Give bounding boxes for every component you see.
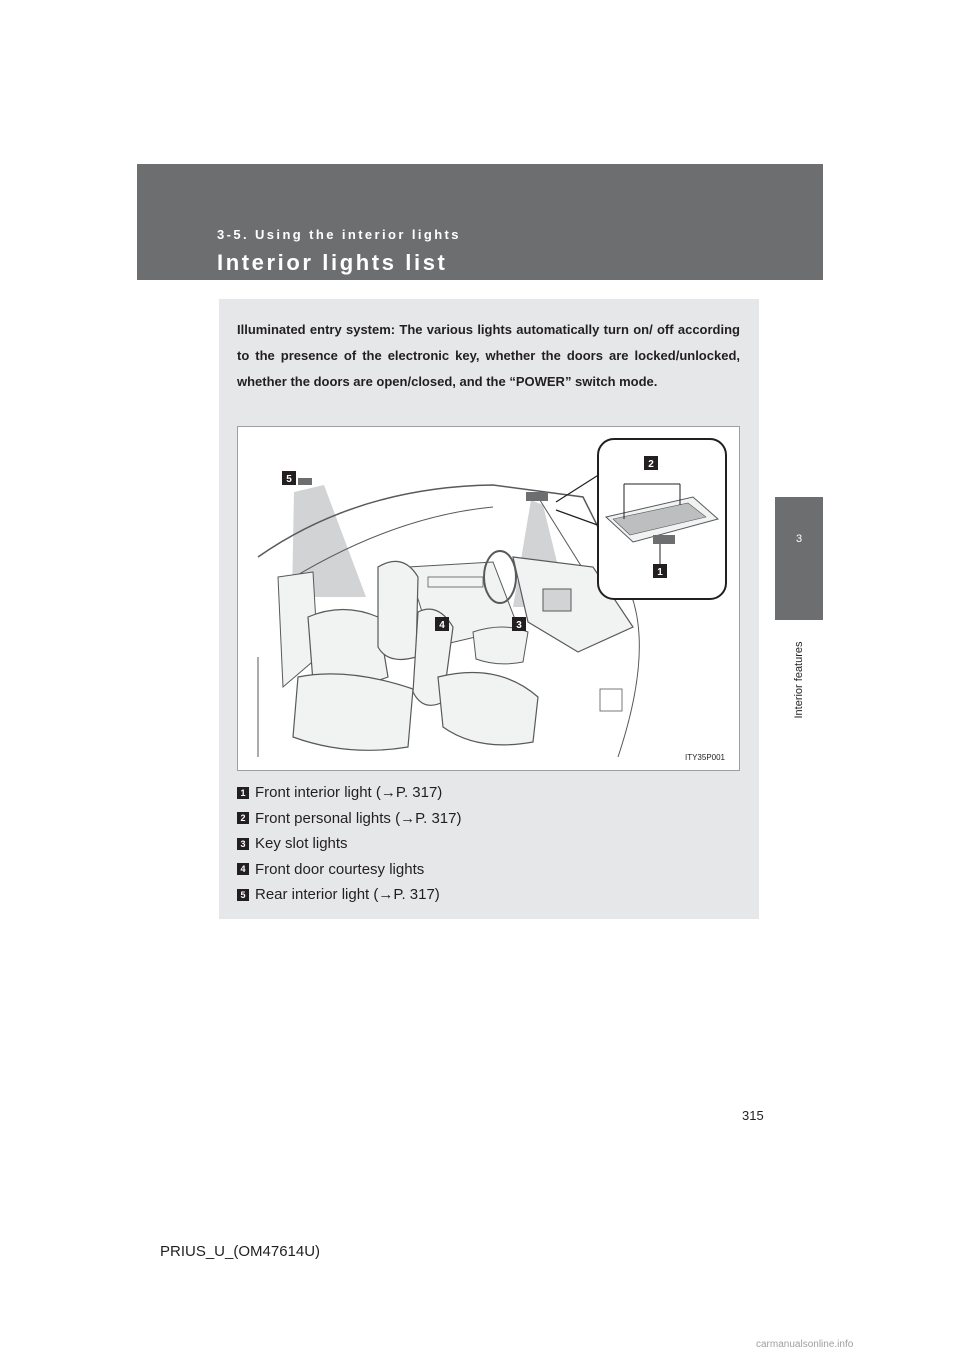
zoom-line-bottom (556, 510, 603, 527)
legend-text: Rear interior light (→P. 317) (255, 886, 440, 903)
chapter-number: 3 (795, 533, 803, 545)
svg-text:1: 1 (657, 567, 663, 578)
driver-seat-cushion (438, 673, 538, 745)
legend-text: Key slot lights (255, 835, 348, 852)
watermark[interactable]: carmanualsonline.info (756, 1339, 854, 1350)
page-title: Interior lights list (217, 250, 448, 275)
rear-seat-cushion (293, 674, 413, 750)
legend-number-badge: 4 (237, 863, 249, 875)
callout-badge-4 (435, 617, 449, 631)
legend-text: Front interior light (→P. 317) (255, 784, 443, 801)
front-seat-back (378, 561, 418, 659)
document-id: PRIUS_U_(OM47614U) (160, 1243, 321, 1260)
front-overhead-fixture (526, 492, 548, 501)
content-box (219, 299, 759, 919)
legend-text: Front personal lights (→P. 317) (255, 809, 462, 827)
svg-text:5: 5 (286, 474, 292, 485)
header-band (137, 164, 823, 280)
svg-text:4: 4 (439, 620, 445, 631)
callout-badge-3 (512, 617, 526, 631)
legend-item (237, 882, 737, 908)
intro-paragraph: Illuminated entry system: The various lights automatically turn on/ off according to the presence of the electronic key, whether the doors are locked/unlocked, whether the doors are open/closed, and the “POWER” switch mode. (237, 322, 740, 389)
legend-list (237, 780, 737, 908)
floor-vent (600, 689, 622, 711)
center-console (473, 627, 528, 664)
legend-item (237, 857, 737, 883)
figure-code: ITY35P001 (684, 753, 725, 762)
chapter-tab[interactable] (775, 497, 823, 620)
car-interior-illustration (238, 427, 741, 772)
callout-badge-2 (644, 456, 658, 470)
rear-interior-light-fixture (298, 478, 312, 485)
legend-number-badge: 2 (237, 812, 249, 824)
legend-item (237, 831, 737, 857)
callout-badge-5 (282, 471, 296, 485)
svg-text:2: 2 (648, 459, 654, 470)
legend-number-badge: 3 (237, 838, 249, 850)
legend-item (237, 806, 737, 832)
zoom-line-top (556, 474, 600, 502)
chapter-label-area (775, 620, 823, 740)
center-display (543, 589, 571, 611)
legend-text: Front door courtesy lights (255, 860, 425, 878)
page-number: 315 (742, 1108, 764, 1123)
interior-lights-figure (237, 426, 740, 771)
chapter-label: Interior features (793, 641, 805, 719)
legend-number-badge: 1 (237, 787, 249, 799)
legend-item (237, 780, 737, 806)
callout-badge-1 (653, 564, 667, 578)
section-label: 3-5. Using the interior lights (217, 227, 461, 242)
interior-light-switch (653, 535, 675, 544)
svg-text:3: 3 (516, 620, 522, 631)
legend-number-badge: 5 (237, 889, 249, 901)
